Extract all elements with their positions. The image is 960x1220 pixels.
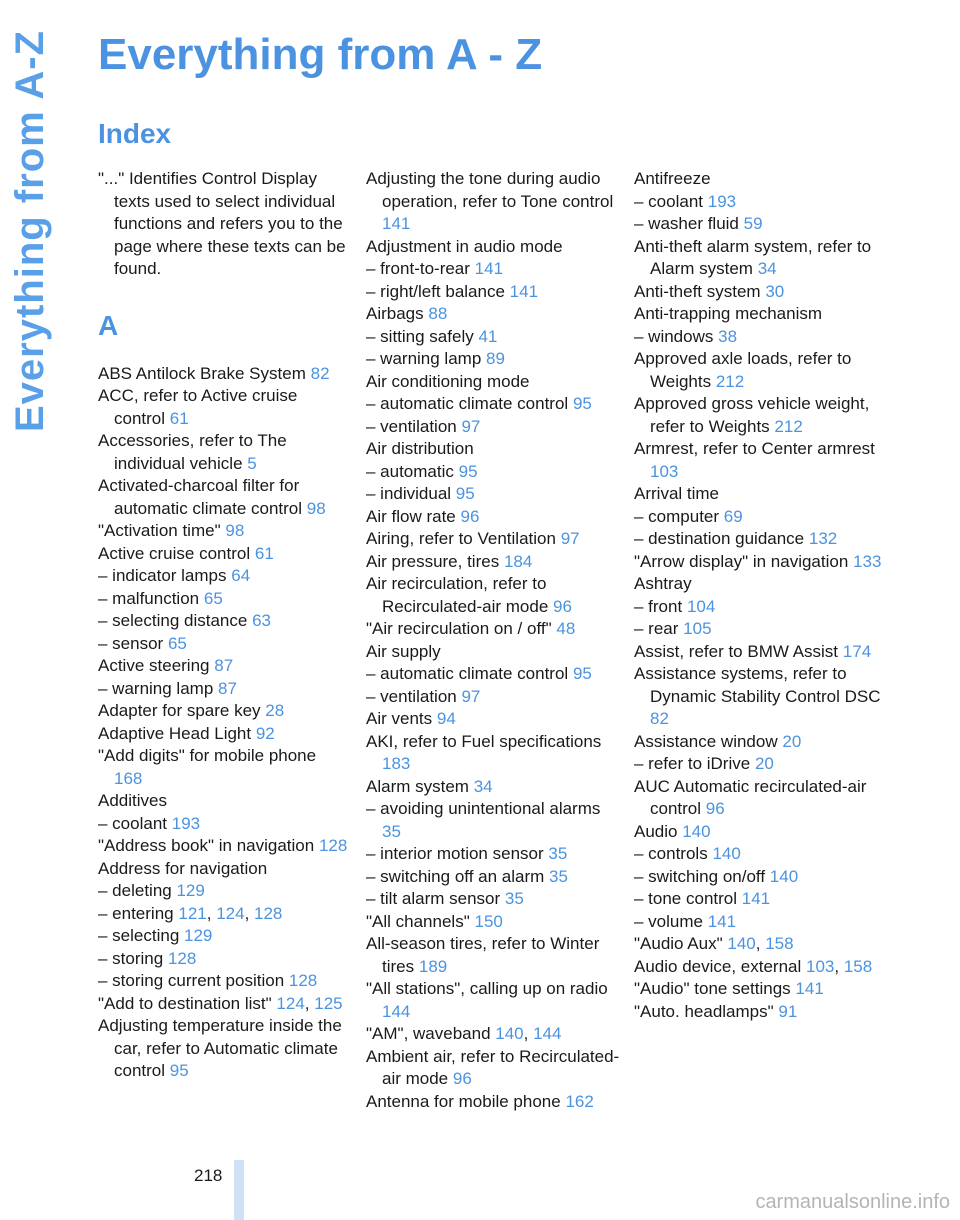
page-reference-link[interactable]: 212: [715, 371, 745, 391]
index-entry-text: "Audio Aux": [634, 934, 723, 953]
page-reference-link[interactable]: 183: [382, 754, 411, 773]
index-entry-text: – tilt alarm sensor: [366, 889, 501, 908]
index-entry: [366, 551, 624, 574]
page-reference-link[interactable]: 105: [683, 619, 712, 638]
index-entry: [366, 776, 624, 799]
index-entry: [366, 708, 624, 731]
index-entry: [98, 385, 348, 430]
index-entry-text: – selecting: [98, 926, 180, 945]
index-entry: [98, 970, 348, 993]
page-reference-link[interactable]: 95: [455, 484, 475, 503]
index-entry: [366, 911, 624, 934]
index-entry: [634, 213, 894, 236]
index-entry-text: Adapter for spare key: [98, 701, 261, 720]
page-reference-link[interactable]: 95: [458, 461, 478, 481]
index-entry-text: – switching off an alarm: [366, 866, 545, 886]
index-entry-text: – front-to-rear: [366, 259, 470, 278]
page-number: 218: [194, 1166, 223, 1185]
page-reference-link[interactable]: 65: [203, 588, 223, 608]
index-entry: [98, 520, 348, 543]
index-entry-text: – automatic: [366, 461, 454, 481]
index-entry: [366, 348, 624, 371]
index-entry-text: Anti-theft system: [634, 281, 761, 301]
page-reference-link[interactable]: 104: [686, 596, 716, 616]
page-reference-link[interactable]: 95: [572, 664, 592, 683]
index-entry-text: Airing, refer to Ventilation: [366, 529, 556, 548]
index-entry-text: – selecting distance: [98, 611, 248, 630]
index-entry-text: – avoiding unintentional alarms: [366, 799, 601, 818]
index-entry: [366, 258, 624, 281]
index-entry-text: "Auto. headlamps": [634, 1001, 774, 1021]
index-entry-text: Approved axle loads, refer to Weights: [634, 349, 852, 391]
index-entry: [634, 168, 894, 191]
page-reference-link[interactable]: 30: [765, 281, 785, 301]
index-entry-text: Air recirculation, refer to Recirculated-air mode: [366, 574, 549, 616]
page-reference-link[interactable]: 94: [436, 709, 456, 728]
index-entry-text: – automatic climate control: [366, 394, 569, 413]
index-entry-text: – rear: [634, 619, 679, 638]
index-entry: "Audio Aux" 140, 158: [634, 934, 794, 953]
index-entry-text: Air pressure, tires: [366, 551, 500, 571]
index-entry-text: – volume: [634, 911, 703, 931]
watermark: carmanualsonline.info: [755, 1191, 950, 1213]
index-entry: [634, 303, 894, 326]
index-entry: [98, 745, 348, 790]
page-reference-link[interactable]: 128: [167, 948, 197, 968]
index-entry: [366, 483, 624, 506]
page-reference-link[interactable]: 140: [495, 1024, 524, 1043]
index-entry-text: – refer to iDrive: [634, 754, 751, 773]
index-entry-text: "AM", waveband: [366, 1024, 491, 1043]
index-entry: [366, 573, 624, 618]
index-entry-text: – tone control: [634, 889, 738, 908]
page-reference-link[interactable]: 63: [252, 611, 271, 630]
page-reference-link[interactable]: 124: [216, 903, 245, 923]
index-entry: [366, 641, 624, 664]
index-entry: [634, 866, 894, 889]
index-entry: [98, 363, 348, 386]
index-entry: [98, 1015, 348, 1083]
page-reference-link[interactable]: 128: [254, 903, 283, 923]
index-entry: [634, 821, 894, 844]
index-entry: [366, 888, 624, 911]
index-entry: [98, 790, 348, 813]
index-entry: [366, 1091, 624, 1114]
index-entry-text: "Air recirculation on / off": [366, 619, 552, 638]
page-reference-link[interactable]: 96: [705, 799, 725, 818]
page-reference-link[interactable]: 91: [778, 1001, 798, 1021]
index-column-3: [634, 168, 894, 1023]
index-intro-note: [98, 168, 348, 281]
index-entry: [634, 393, 894, 438]
index-entry-text: – sensor: [98, 633, 164, 653]
index-entry: [366, 236, 624, 259]
index-entry: [634, 888, 894, 911]
index-entry: [366, 281, 624, 304]
page-reference-link[interactable]: 141: [382, 214, 411, 233]
index-entry: [366, 528, 624, 551]
index-entry-text: – storing: [98, 948, 164, 968]
page-reference-link[interactable]: 89: [486, 349, 505, 368]
side-tab: [0, 30, 60, 470]
index-entry: [98, 430, 348, 475]
index-entry-text: ACC, refer to Active cruise control: [98, 386, 298, 428]
index-entry-text: Audio device, external: [634, 956, 802, 976]
index-entry-text: AKI, refer to Fuel specifications: [366, 731, 602, 751]
page-reference-link[interactable]: 193: [171, 813, 201, 833]
page-reference-link[interactable]: 132: [808, 529, 838, 548]
page-reference-link[interactable]: 129: [176, 881, 205, 900]
page-reference-link[interactable]: 121: [178, 903, 207, 923]
index-entry-text: Accessories, refer to The individual vehicle: [98, 431, 287, 473]
index-entry: [366, 393, 624, 416]
index-entry-text: "All channels": [366, 911, 470, 931]
page-reference-link[interactable]: 184: [503, 551, 533, 571]
index-entry-text: "Audio" tone settings: [634, 979, 791, 998]
page-reference-link[interactable]: 82: [650, 709, 669, 728]
page-reference-link[interactable]: 82: [310, 363, 330, 383]
index-entry-text: – malfunction: [98, 588, 200, 608]
page-reference-link[interactable]: 35: [549, 866, 568, 886]
index-entry-text: Air flow rate: [366, 506, 456, 526]
page-reference-link[interactable]: 87: [218, 678, 237, 698]
index-entry-text: Anti-trapping mechanism: [634, 304, 823, 323]
index-entry-text: – entering: [98, 903, 174, 923]
index-entry: [98, 700, 348, 723]
page-reference-link[interactable]: 65: [167, 633, 187, 653]
page-reference-link[interactable]: 140: [682, 821, 711, 841]
index-entry: [634, 326, 894, 349]
index-entry-text: Active steering: [98, 656, 210, 675]
page-reference-link[interactable]: 144: [382, 1001, 411, 1021]
index-entry: [98, 588, 348, 611]
index-entry: [98, 610, 348, 633]
page-reference-link[interactable]: 34: [757, 259, 777, 278]
page-reference-link[interactable]: 35: [382, 821, 401, 841]
index-entry-text: Audio: [634, 821, 678, 841]
index-entry: [98, 565, 348, 588]
index-entry-text: "All stations", calling up on radio: [366, 979, 608, 998]
page-reference-link[interactable]: 174: [842, 641, 872, 661]
index-entry: [366, 731, 624, 776]
index-entry-text: "Add to destination list": [98, 993, 272, 1013]
index-entry-text: AUC Automatic recirculated-air control: [634, 776, 867, 818]
page-reference-link[interactable]: 133: [853, 551, 882, 571]
page-reference-link[interactable]: 88: [428, 304, 448, 323]
page-reference-link[interactable]: 5: [247, 453, 257, 473]
page-reference-link[interactable]: 140: [727, 934, 756, 953]
index-letter-heading: A: [98, 309, 119, 341]
index-entry: [634, 348, 894, 393]
index-entry-text: – controls: [634, 844, 708, 863]
index-entry: [366, 1046, 624, 1091]
index-entry: [366, 461, 624, 484]
index-entry: [366, 326, 624, 349]
page-reference-link[interactable]: 103: [650, 461, 679, 481]
index-entry: [366, 978, 624, 1023]
index-entry-text: All-season tires, refer to Winter tires: [366, 934, 600, 976]
index-entry: [98, 948, 348, 971]
page-reference-link[interactable]: 193: [707, 191, 737, 211]
page-reference-link[interactable]: 48: [556, 619, 576, 638]
index-entry: [634, 573, 894, 596]
index-entry-text: – ventilation: [366, 416, 457, 436]
side-tab-label: Everything from A-Z: [7, 30, 52, 432]
page-title: Everything from A - Z: [98, 30, 543, 79]
index-entry: [366, 866, 624, 889]
section-title: Index: [98, 118, 172, 149]
page-reference-link[interactable]: 144: [533, 1024, 562, 1043]
page-reference-link[interactable]: 97: [560, 529, 580, 548]
index-entry-text: "..." Identifies Control Display texts used to select individual functions and refers you to the page where these texts can be found.: [98, 169, 346, 278]
index-entry: [634, 843, 894, 866]
index-entry: [634, 663, 894, 731]
index-entry-text: Air distribution: [366, 439, 474, 458]
index-entry-text: Assist, refer to BMW Assist: [634, 641, 839, 661]
index-entry-text: Additives: [98, 791, 167, 810]
index-entry: [634, 506, 894, 529]
index-entry: [366, 438, 624, 461]
page-reference-link[interactable]: 141: [707, 911, 737, 931]
index-entry-text: Air conditioning mode: [366, 371, 530, 391]
index-entry-text: – individual: [366, 484, 452, 503]
index-entry-text: – storing current position: [98, 971, 285, 990]
page-reference-link[interactable]: 34: [473, 776, 493, 796]
page-reference-link[interactable]: 98: [306, 498, 326, 518]
page-reference-link[interactable]: 97: [461, 686, 481, 706]
index-entry-text: – windows: [634, 326, 714, 346]
page-reference-link[interactable]: 189: [418, 956, 448, 976]
index-entry: [634, 236, 894, 281]
index-entry: [366, 843, 624, 866]
page-reference-link[interactable]: 124: [276, 993, 305, 1013]
index-entry-text: – warning lamp: [98, 678, 214, 698]
page-reference-link[interactable]: 141: [474, 259, 504, 278]
index-entry-text: Alarm system: [366, 776, 469, 796]
index-entry-text: Adjustment in audio mode: [366, 236, 563, 256]
index-entry: [634, 776, 894, 821]
index-entry-text: – warning lamp: [366, 349, 482, 368]
page-reference-link[interactable]: 96: [452, 1069, 472, 1088]
index-entry-text: Activated-charcoal filter for automatic climate control: [98, 476, 303, 518]
index-entry-text: – front: [634, 596, 683, 616]
index-entry-text: – destination guidance: [634, 529, 805, 548]
index-entry: [98, 633, 348, 656]
index-entry-text: – right/left balance: [366, 281, 505, 301]
index-entry-text: "Address book" in navigation: [98, 836, 315, 855]
page-reference-link[interactable]: 28: [265, 701, 285, 720]
index-entry: [98, 925, 348, 948]
index-entry-text: – coolant: [634, 191, 703, 211]
index-entry-text: – washer fluid: [634, 214, 739, 233]
index-entry: [366, 168, 624, 236]
index-entry: [634, 438, 894, 483]
index-entry: [634, 596, 894, 619]
index-entry-text: – coolant: [98, 813, 167, 833]
index-entry: [366, 303, 624, 326]
index-entry: [634, 618, 894, 641]
page-reference-link[interactable]: 20: [782, 731, 802, 751]
index-entry: [634, 1001, 894, 1024]
index-entry-text: – ventilation: [366, 686, 457, 706]
index-entry: [98, 835, 348, 858]
page-reference-link[interactable]: 141: [795, 979, 824, 998]
index-entry-text: – deleting: [98, 881, 172, 900]
index-entry-text: ABS Antilock Brake System: [98, 363, 306, 383]
page-reference-link[interactable]: 97: [461, 416, 481, 436]
index-entry: [98, 813, 348, 836]
index-entry: [634, 191, 894, 214]
page-reference-link[interactable]: 103: [806, 956, 835, 976]
page-reference-link[interactable]: 129: [184, 926, 213, 945]
index-entry-text: – switching on/off: [634, 866, 766, 886]
index-entry-text: Adaptive Head Light: [98, 723, 252, 743]
index-entry-text: Anti-theft alarm system, refer to Alarm system: [634, 236, 872, 278]
page-reference-link[interactable]: 128: [288, 971, 318, 990]
page-reference-link[interactable]: 41: [478, 326, 498, 346]
index-entry-text: Active cruise control: [98, 543, 251, 563]
index-entry: [366, 618, 624, 641]
page-reference-link[interactable]: 162: [565, 1091, 594, 1111]
page-reference-link[interactable]: 20: [754, 754, 774, 773]
index-entry-text: – automatic climate control: [366, 664, 569, 683]
index-entry-text: – sitting safely: [366, 326, 474, 346]
page-reference-link[interactable]: 150: [474, 911, 503, 931]
index-entry-text: – computer: [634, 506, 720, 526]
page-reference-link[interactable]: 35: [504, 889, 524, 908]
page-reference-link[interactable]: 140: [712, 844, 741, 863]
index-entry-text: "Arrow display" in navigation: [634, 551, 849, 571]
page-reference-link[interactable]: 61: [169, 408, 189, 428]
index-entry: [634, 483, 894, 506]
page-reference-link[interactable]: 95: [572, 394, 592, 413]
index-entry-text: Antenna for mobile phone: [366, 1091, 561, 1111]
index-entry-text: Air supply: [366, 641, 441, 661]
index-entry: [634, 641, 894, 664]
page-reference-link[interactable]: 38: [718, 326, 738, 346]
page-reference-link[interactable]: 64: [231, 566, 251, 585]
page-reference-link[interactable]: 158: [765, 934, 794, 953]
page-reference-link[interactable]: 212: [774, 416, 803, 436]
page-reference-link[interactable]: 59: [743, 214, 763, 233]
index-entry-text: Ashtray: [634, 574, 692, 593]
page-reference-link[interactable]: 35: [548, 844, 568, 863]
page-reference-link[interactable]: 96: [553, 596, 572, 616]
page-reference-link[interactable]: 98: [225, 521, 245, 540]
index-entry: [634, 528, 894, 551]
page-reference-link[interactable]: 87: [214, 656, 234, 675]
index-entry-text: "Add digits" for mobile phone: [98, 746, 317, 765]
index-entry: "AM", waveband 140, 144: [366, 1024, 562, 1043]
index-entry: – entering 121, 124, 128: [98, 903, 283, 923]
index-entry-text: – indicator lamps: [98, 566, 227, 585]
index-entry: [634, 731, 894, 754]
index-entry-text: Arrival time: [634, 484, 720, 503]
index-entry: [98, 655, 348, 678]
index-entry: [634, 281, 894, 304]
page-reference-link[interactable]: 92: [255, 723, 275, 743]
index-entry-text: Adjusting temperature inside the car, refer to Automatic climate control: [98, 1016, 342, 1080]
index-entry-text: Assistance systems, refer to Dynamic Stability Control DSC: [634, 664, 881, 706]
index-entry: [366, 371, 624, 394]
page-reference-link[interactable]: 141: [741, 889, 771, 908]
index-column-1: [98, 168, 348, 1083]
page-reference-link[interactable]: 128: [318, 836, 348, 855]
index-entry: [366, 663, 624, 686]
index-entry: [98, 880, 348, 903]
page-reference-link[interactable]: 140: [769, 866, 799, 886]
page-reference-link[interactable]: 95: [169, 1061, 189, 1080]
index-entry: [366, 798, 624, 843]
index-entry-text: – interior motion sensor: [366, 844, 544, 863]
index-entry: [98, 723, 348, 746]
index-entry-text: Antifreeze: [634, 169, 711, 188]
index-entry-text: Armrest, refer to Center armrest: [634, 439, 875, 458]
index-entry-text: Approved gross vehicle weight, refer to Weights: [634, 394, 870, 436]
page-reference-link[interactable]: 61: [254, 543, 274, 563]
page-reference-link[interactable]: 69: [723, 506, 743, 526]
index-entry-text: Ambient air, refer to Recirculated-air mode: [366, 1046, 620, 1088]
index-entry: [366, 416, 624, 439]
index-entry: [634, 911, 894, 934]
index-entry: [366, 933, 624, 978]
index-entry: [98, 543, 348, 566]
page-reference-link[interactable]: 125: [314, 993, 343, 1013]
index-entry-text: Air vents: [366, 709, 433, 728]
page-reference-link[interactable]: 168: [114, 768, 143, 788]
index-entry-text: Airbags: [366, 304, 424, 323]
index-entry: [366, 686, 624, 709]
index-entry: [98, 678, 348, 701]
index-entry: [98, 858, 348, 881]
index-entry: "Add to destination list" 124, 125: [98, 993, 343, 1013]
index-entry: [634, 978, 894, 1001]
index-entry: [634, 753, 894, 776]
index-entry: Audio device, external 103, 158: [634, 956, 873, 976]
page-bar: [234, 1160, 244, 1220]
index-column-2: [366, 168, 624, 1113]
index-entry: [366, 506, 624, 529]
page-reference-link[interactable]: 96: [460, 506, 480, 526]
page-reference-link[interactable]: 158: [843, 956, 873, 976]
index-entry-text: "Activation time": [98, 521, 221, 540]
index-entry-text: Adjusting the tone during audio operation, refer to Tone control: [366, 169, 614, 211]
index-entry-text: Assistance window: [634, 731, 778, 751]
index-entry: [634, 551, 894, 574]
index-entry-text: Address for navigation: [98, 858, 268, 878]
index-entry: [98, 475, 348, 520]
page-reference-link[interactable]: 141: [509, 281, 539, 301]
